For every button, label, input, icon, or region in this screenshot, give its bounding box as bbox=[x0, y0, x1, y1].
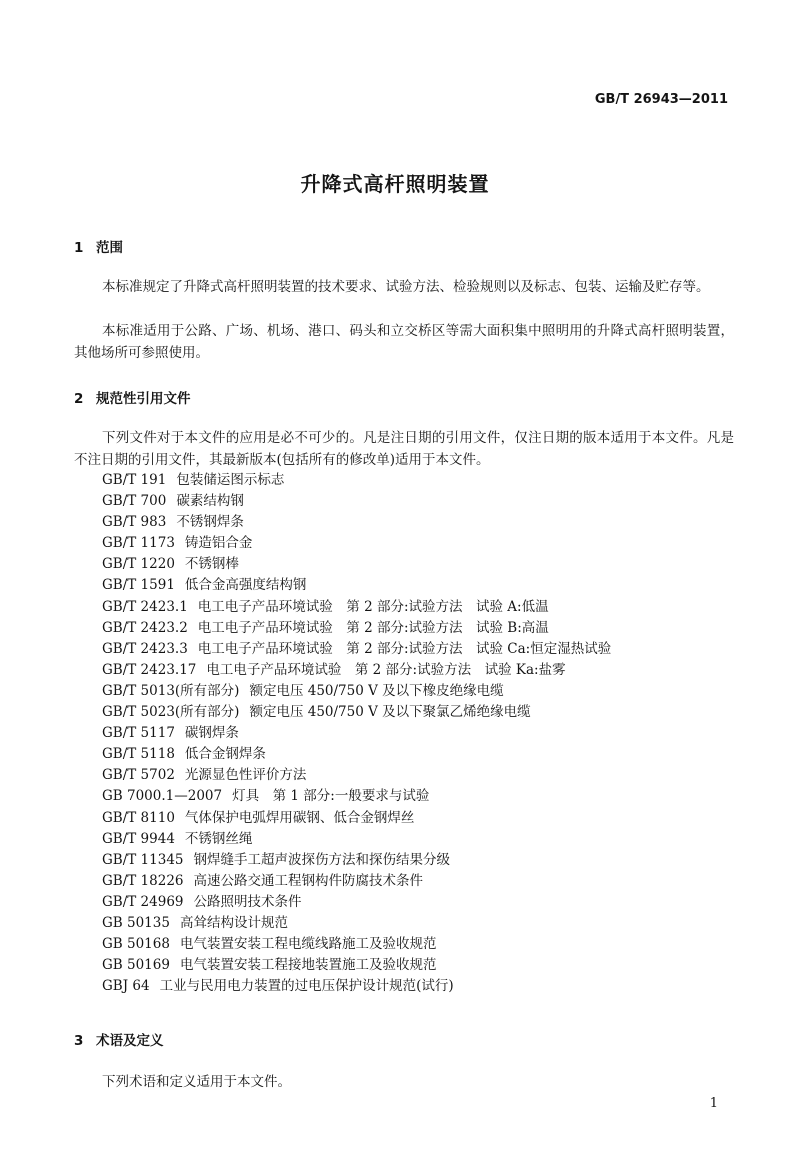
reference-title: 不锈钢焊条 bbox=[176, 514, 244, 531]
reference-title: 高耸结构设计规范 bbox=[179, 914, 288, 931]
reference-item bbox=[102, 575, 611, 596]
reference-code: GB/T 2423.1 bbox=[102, 598, 188, 615]
section-1-number: 1 bbox=[74, 240, 84, 256]
reference-code: GB 7000.1—2007 bbox=[102, 788, 223, 805]
reference-title: 电气装置安装工程电缆线路施工及验收规范 bbox=[179, 936, 437, 953]
reference-title: 灯具 第 1 部分:一般要求与试验 bbox=[232, 788, 430, 805]
reference-title: 碳素结构钢 bbox=[176, 493, 244, 510]
reference-item bbox=[102, 892, 611, 913]
reference-title: 电工电子产品环境试验 第 2 部分:试验方法 试验 B:高温 bbox=[197, 619, 549, 636]
reference-list bbox=[102, 470, 611, 997]
reference-item bbox=[102, 934, 611, 955]
reference-code: GBJ 64 bbox=[102, 978, 150, 995]
reference-title: 电工电子产品环境试验 第 2 部分:试验方法 试验 Ka:盐雾 bbox=[206, 661, 566, 678]
reference-code: GB/T 5023(所有部分) bbox=[102, 704, 240, 721]
reference-item bbox=[102, 639, 611, 660]
section-1-title: 范围 bbox=[96, 240, 123, 256]
reference-item bbox=[102, 491, 611, 512]
reference-code: GB/T 2423.2 bbox=[102, 619, 188, 636]
reference-title: 高速公路交通工程钢构件防腐技术条件 bbox=[193, 872, 423, 889]
reference-item bbox=[102, 512, 611, 533]
reference-title: 额定电压 450/750 V 及以下聚氯乙烯绝缘电缆 bbox=[249, 704, 531, 721]
reference-title: 光源显色性评价方法 bbox=[184, 767, 307, 784]
reference-code: GB/T 1173 bbox=[102, 535, 175, 552]
section-3-heading bbox=[74, 1029, 164, 1049]
section-1-heading bbox=[74, 236, 123, 256]
reference-title: 工业与民用电力装置的过电压保护设计规范(试行) bbox=[159, 978, 454, 995]
reference-item bbox=[102, 533, 611, 554]
section-2-paragraph-1: 下列文件对于本文件的应用是必不可少的。凡是注日期的引用文件，仅注日期的版本适用于本文件。凡是不注日期的引用文件，其最新版本(包括所有的修改单)适用于本文件。 bbox=[74, 430, 734, 468]
reference-item bbox=[102, 850, 611, 871]
section-3-paragraph-1: 下列术语和定义适用于本文件。 bbox=[102, 1074, 291, 1090]
section-1-paragraph-2: 本标准适用于公路、广场、机场、港口、码头和立交桥区等需大面积集中照明用的升降式高杆照明装置，其他场所可参照使用。 bbox=[74, 323, 734, 361]
reference-title: 不锈钢丝绳 bbox=[184, 830, 253, 847]
reference-item bbox=[102, 976, 611, 997]
reference-item bbox=[102, 723, 611, 744]
reference-item bbox=[102, 871, 611, 892]
reference-title: 额定电压 450/750 V 及以下橡皮绝缘电缆 bbox=[249, 682, 504, 699]
reference-title: 气体保护电弧焊用碳钢、低合金钢焊丝 bbox=[184, 809, 415, 826]
reference-title: 公路照明技术条件 bbox=[193, 893, 302, 910]
reference-title: 钢焊缝手工超声波探伤方法和探伤结果分级 bbox=[193, 851, 450, 868]
reference-item bbox=[102, 913, 611, 934]
reference-item bbox=[102, 829, 611, 850]
reference-title: 碳钢焊条 bbox=[184, 725, 239, 742]
reference-item bbox=[102, 618, 611, 639]
reference-code: GB/T 11345 bbox=[102, 851, 184, 868]
reference-item bbox=[102, 681, 611, 702]
reference-code: GB/T 700 bbox=[102, 493, 167, 510]
document-title: 升降式高杆照明装置 bbox=[300, 172, 490, 196]
reference-item bbox=[102, 955, 611, 976]
reference-item bbox=[102, 470, 611, 491]
section-3-number: 3 bbox=[74, 1033, 84, 1049]
reference-code: GB/T 2423.17 bbox=[102, 661, 197, 678]
reference-title: 铸造铝合金 bbox=[184, 535, 253, 552]
reference-title: 包装储运图示标志 bbox=[176, 472, 285, 488]
reference-code: GB/T 18226 bbox=[102, 872, 184, 889]
reference-code: GB/T 983 bbox=[102, 514, 167, 531]
reference-code: GB/T 5013(所有部分) bbox=[102, 682, 240, 699]
reference-item bbox=[102, 786, 611, 807]
reference-title: 低合金高强度结构钢 bbox=[184, 577, 307, 594]
reference-item bbox=[102, 744, 611, 765]
reference-code: GB/T 9944 bbox=[102, 830, 175, 847]
reference-item bbox=[102, 765, 611, 786]
reference-title: 不锈钢棒 bbox=[184, 556, 239, 573]
reference-code: GB/T 191 bbox=[102, 472, 167, 488]
reference-title: 电气装置安装工程接地装置施工及验收规范 bbox=[179, 957, 437, 974]
reference-code: GB/T 1220 bbox=[102, 556, 175, 573]
section-2-title: 规范性引用文件 bbox=[96, 391, 191, 407]
section-2-heading bbox=[74, 387, 191, 407]
reference-code: GB/T 5702 bbox=[102, 767, 175, 784]
reference-code: GB/T 2423.3 bbox=[102, 640, 188, 657]
reference-item bbox=[102, 808, 611, 829]
reference-code: GB/T 24969 bbox=[102, 893, 184, 910]
reference-code: GB/T 8110 bbox=[102, 809, 175, 826]
reference-item bbox=[102, 660, 611, 681]
reference-item bbox=[102, 597, 611, 618]
reference-item bbox=[102, 702, 611, 723]
reference-code: GB 50169 bbox=[102, 957, 170, 974]
reference-code: GB/T 5117 bbox=[102, 725, 175, 742]
section-3-title: 术语及定义 bbox=[96, 1033, 164, 1049]
reference-code: GB 50168 bbox=[102, 936, 170, 953]
standard-code: GB/T 26943—2011 bbox=[594, 92, 728, 107]
reference-code: GB/T 1591 bbox=[102, 577, 175, 594]
section-1-paragraph-1: 本标准规定了升降式高杆照明装置的技术要求、试验方法、检验规则以及标志、包装、运输及贮存等。 bbox=[102, 279, 710, 295]
reference-title: 电工电子产品环境试验 第 2 部分:试验方法 试验 Ca:恒定湿热试验 bbox=[197, 640, 612, 657]
section-2-number: 2 bbox=[74, 391, 84, 407]
reference-code: GB 50135 bbox=[102, 914, 170, 931]
page-number: 1 bbox=[709, 1096, 718, 1111]
reference-item bbox=[102, 554, 611, 575]
reference-title: 低合金钢焊条 bbox=[184, 746, 266, 763]
reference-code: GB/T 5118 bbox=[102, 746, 175, 763]
reference-title: 电工电子产品环境试验 第 2 部分:试验方法 试验 A:低温 bbox=[197, 598, 549, 615]
